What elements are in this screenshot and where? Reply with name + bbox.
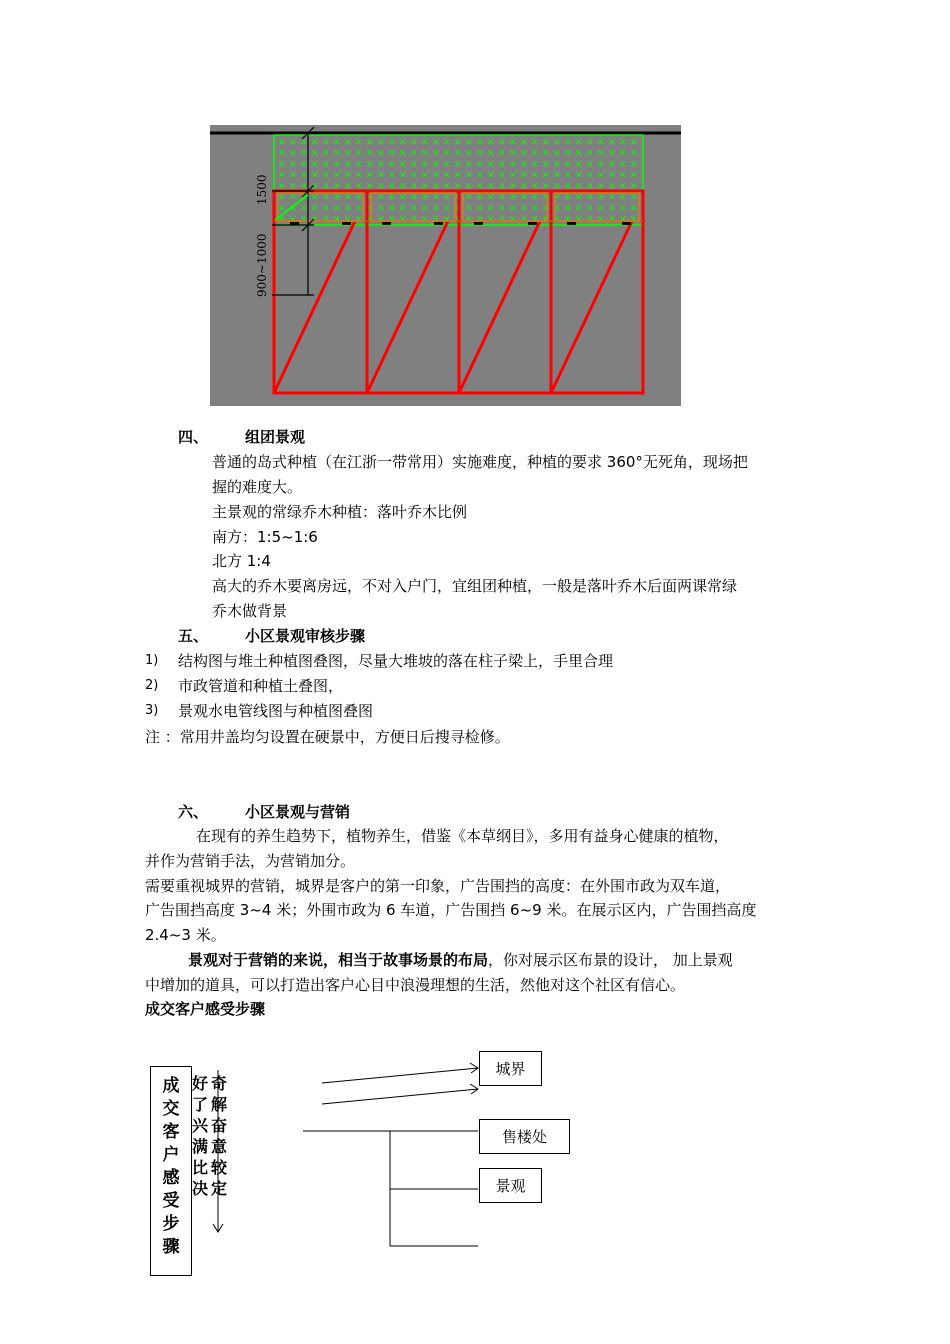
- dim-label-bottom: 900~1000: [255, 233, 269, 297]
- flow-column-1: 好了兴满比决: [191, 1074, 208, 1198]
- s6-paragraph-2b: 广告围挡高度 3~4 米；外围市政为 6 车道，广告围挡 6~9 米。在展示区内，广告围挡高度: [145, 901, 757, 919]
- s5-item-1-text: 结构图与堆土种植图叠图，尽量大堆坡的落在柱子梁上，手里合理: [178, 652, 614, 670]
- section-6-title: 小区景观与营销: [245, 803, 351, 821]
- s6-paragraph-1a: 在现有的养生趋势下，植物养生，借鉴《本草纲目》，多用有益身心健康的植物，: [196, 827, 729, 845]
- s4-paragraph-1b: 握的难度大。: [212, 478, 303, 496]
- s4-paragraph-3: 南方：1:5~1:6: [212, 528, 318, 546]
- dim-label-top: 1500: [255, 174, 269, 205]
- s4-paragraph-5b: 乔木做背景: [212, 602, 288, 620]
- s5-note: 注 ：常用井盖均匀设置在硬景中，方便日后搜寻检修。: [145, 728, 510, 746]
- flow-main-label: 成交客户感受步骤: [162, 1076, 180, 1257]
- s6-paragraph-2c: 2.4~3 米。: [145, 926, 226, 944]
- s6-paragraph-1b: 并作为营销手法，为营销加分。: [145, 852, 356, 870]
- s6-heading: 成交客户感受步骤: [145, 1000, 266, 1018]
- flow-column-2: 奇解奋意较定: [210, 1074, 227, 1198]
- flow-box-shouloouchu: 售楼处: [479, 1119, 570, 1154]
- s4-paragraph-4: 北方 1:4: [212, 552, 271, 570]
- s6-paragraph-3-bold: 景观对于营销的来说，相当于故事场景的布局: [188, 951, 489, 969]
- s6-paragraph-3-rest: ，你对展示区布景的设计， 加上景观: [488, 951, 733, 969]
- s5-item-3-num: 3): [145, 703, 159, 718]
- s4-paragraph-2: 主景观的常绿乔木种植：落叶乔木比例: [212, 503, 468, 521]
- s5-item-1-num: 1): [145, 653, 159, 668]
- s5-item-3-text: 景观水电管线图与种植图叠图: [178, 702, 374, 720]
- s5-item-2-text: 市政管道和种植土叠图，: [178, 677, 344, 695]
- section-5-number: 五、: [178, 627, 209, 645]
- section-5-title: 小区景观审核步骤: [245, 627, 366, 645]
- flow-box-jingguan: 景观: [479, 1168, 542, 1203]
- s5-item-2-num: 2): [145, 678, 159, 693]
- section-6-number: 六、: [178, 803, 209, 821]
- s6-paragraph-2a: 需要重视城界的营销，城界是客户的第一印象，广告围挡的高度：在外围市政为双车道，: [145, 877, 731, 895]
- s4-paragraph-1a: 普通的岛式种植（在江浙一带常用）实施难度，种植的要求 360°无死角，现场把: [212, 453, 748, 471]
- s6-paragraph-3b: 中增加的道具，可以打造出客户心目中浪漫理想的生活，然他对这个社区有信心。: [145, 976, 686, 994]
- flow-box-chengjie: 城界: [479, 1051, 542, 1086]
- section-4-title: 组团景观: [245, 428, 306, 446]
- s4-paragraph-5a: 高大的乔木要离房远，不对入户门，宜组团种植，一般是落叶乔木后面两课常绿: [212, 577, 738, 595]
- section-4-number: 四、: [178, 428, 209, 446]
